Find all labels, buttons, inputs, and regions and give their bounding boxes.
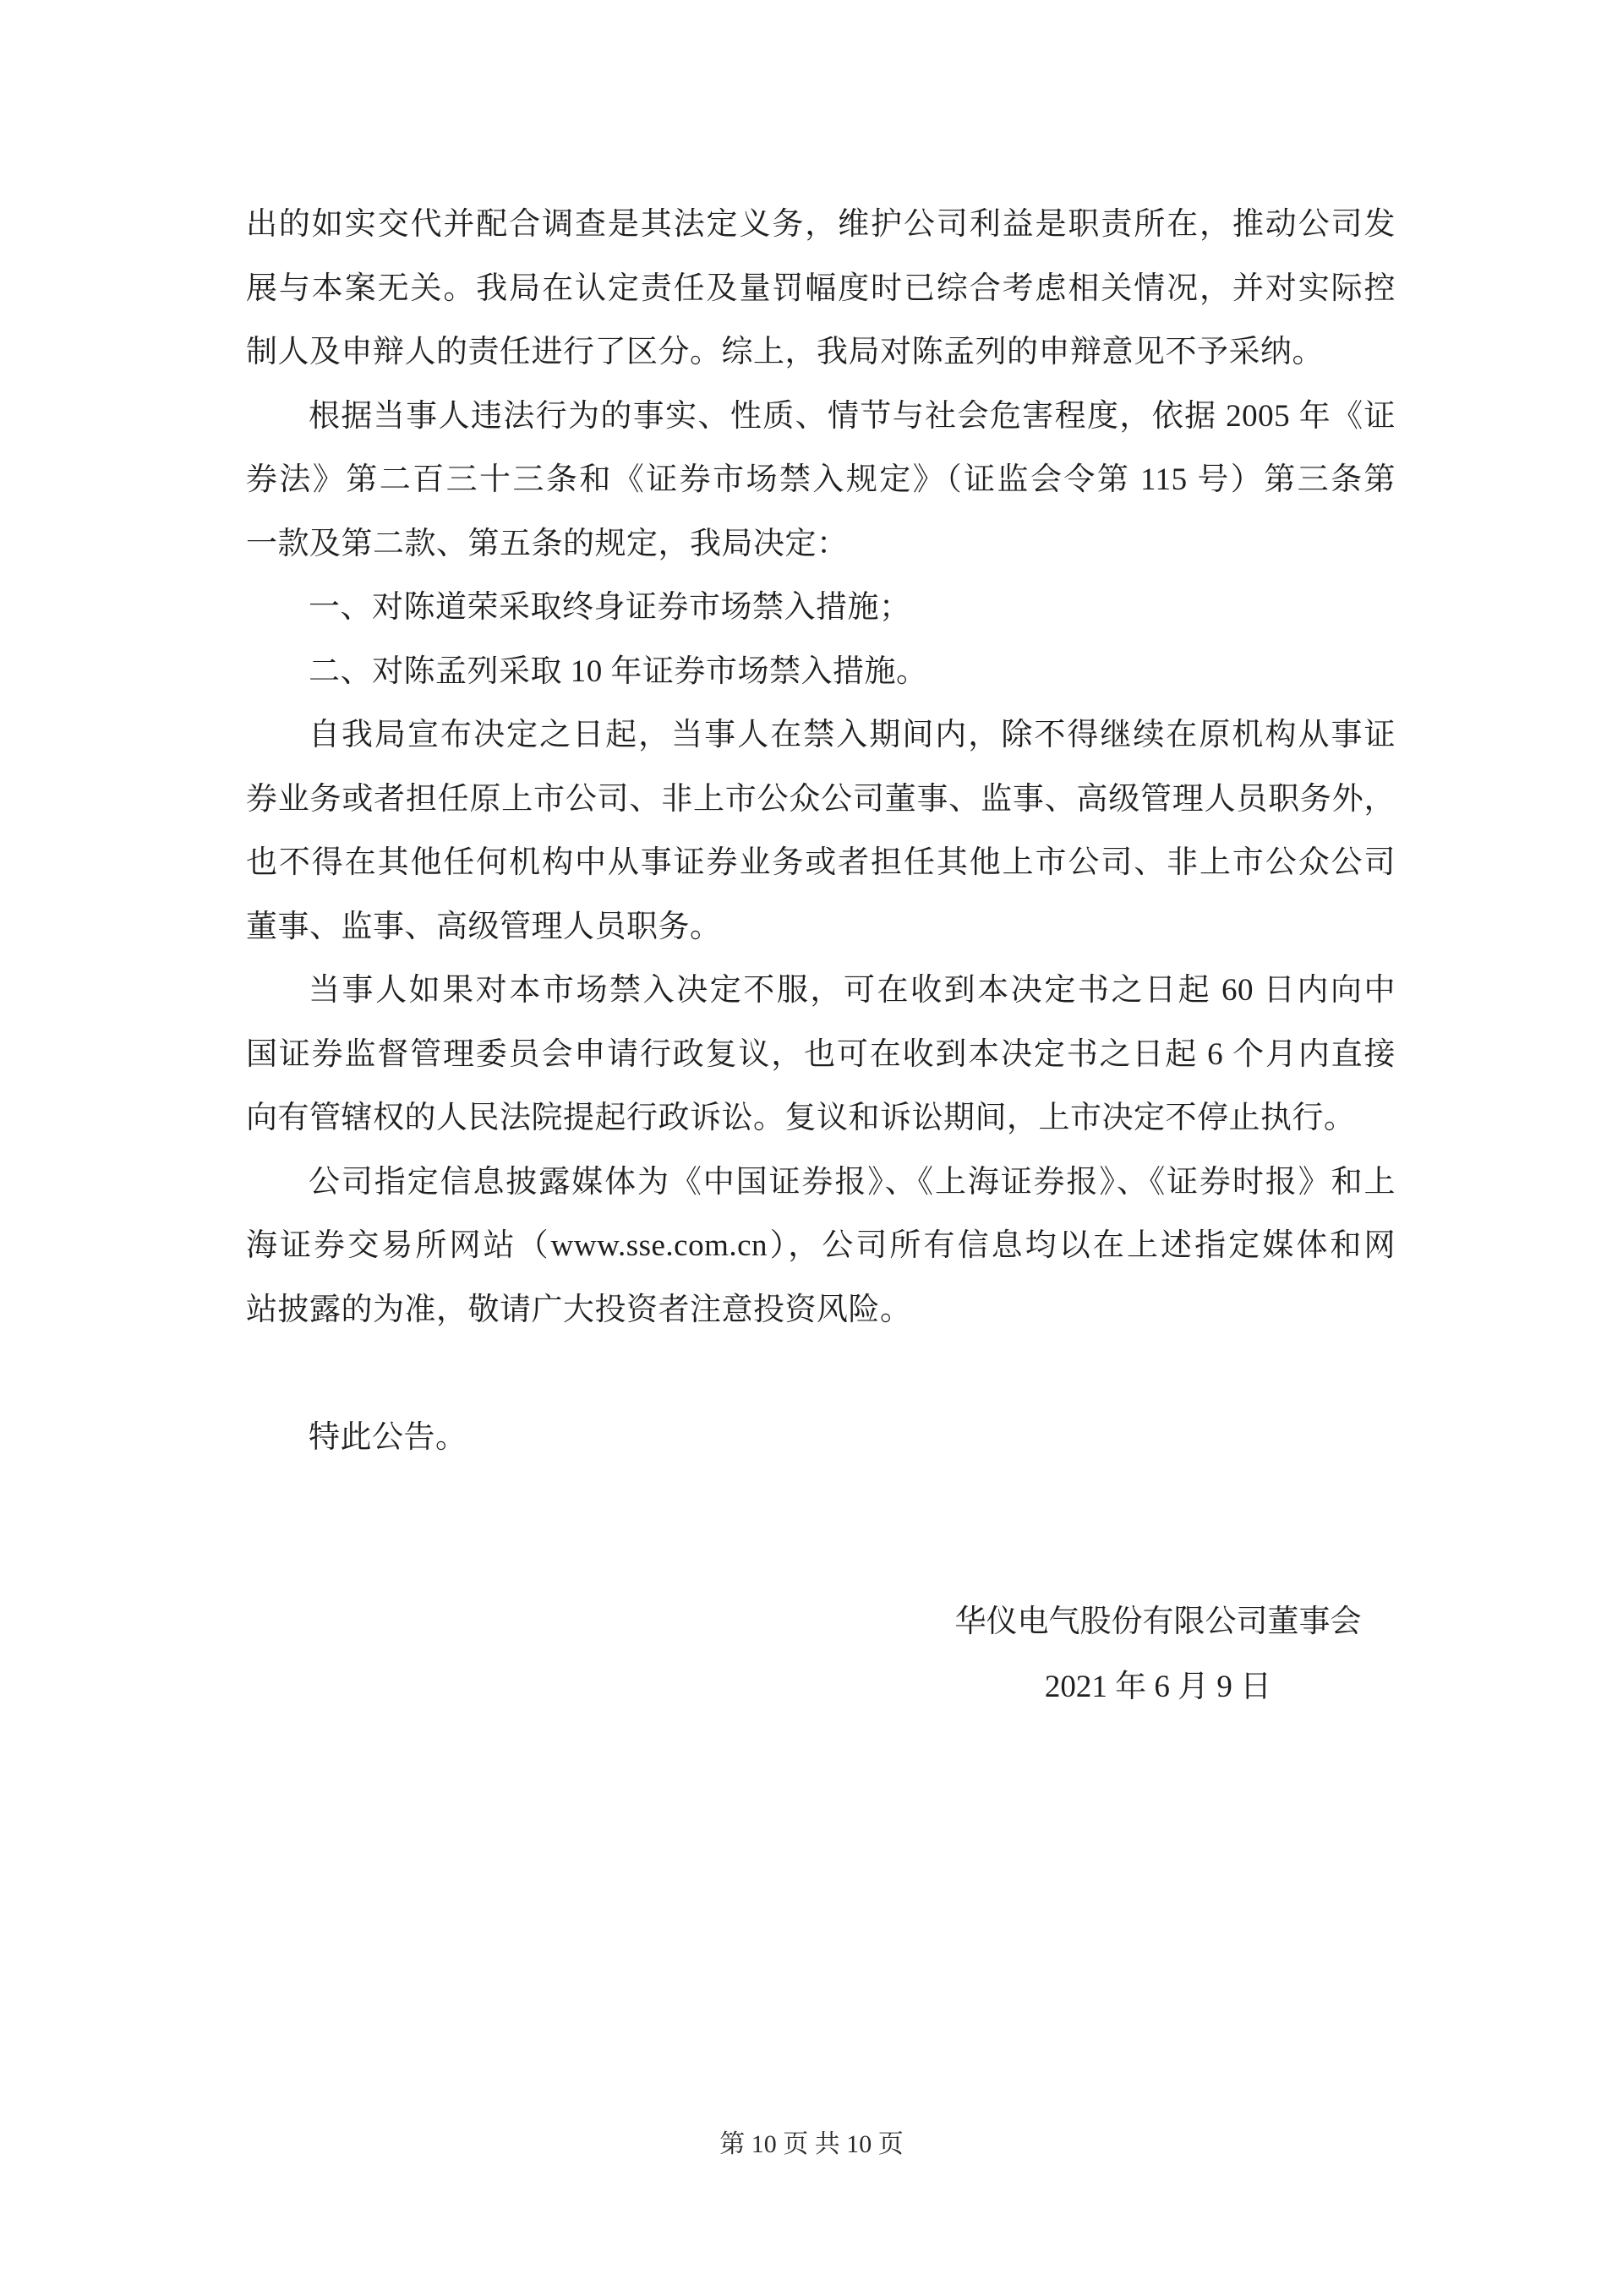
document-line: 海证券交易所网站（www.sse.com.cn），公司所有信息均以在上述指定媒体和网 — [246, 1228, 1396, 1263]
document-line: 董事、监事、高级管理人员职务。 — [246, 909, 722, 944]
document-line: 国证券监督管理委员会申请行政复议，也可在收到本决定书之日起 6 个月内直接 — [246, 1036, 1396, 1072]
document-line: 一、对陈道荣采取终身证券市场禁入措施； — [309, 590, 911, 625]
document-line: 二、对陈孟列采取 10 年证券市场禁入措施。 — [309, 653, 928, 689]
document-line: 自我局宣布决定之日起，当事人在禁入期间内，除不得继续在原机构从事证 — [309, 718, 1396, 752]
document-line: 券法》第二百三十三条和《证券市场禁入规定》（证监会令第 115 号）第三条第 — [246, 462, 1396, 497]
page-footer: 第 10 页 共 10 页 — [719, 2130, 904, 2158]
closing-line: 特此公告。 — [309, 1419, 467, 1455]
signature-date: 2021 年 6 月 9 日 — [1044, 1670, 1272, 1704]
document-body — [246, 193, 1396, 1469]
document-line: 展与本案无关。我局在认定责任及量罚幅度时已综合考虑相关情况，并对实际控 — [246, 271, 1396, 306]
signature-company: 华仪电气股份有限公司董事会 — [954, 1604, 1362, 1639]
document-line: 公司指定信息披露媒体为《中国证券报》、《上海证券报》、《证券时报》和上 — [309, 1164, 1396, 1200]
document-line: 站披露的为准，敬请广大投资者注意投资风险。 — [246, 1292, 912, 1327]
document-line: 券业务或者担任原上市公司、非上市公众公司董事、监事、高级管理人员职务外， — [246, 781, 1396, 817]
document-line: 制人及申辩人的责任进行了区分。综上，我局对陈孟列的申辩意见不予采纳。 — [246, 335, 1324, 369]
document-line: 根据当事人违法行为的事实、性质、情节与社会危害程度，依据 2005 年《证 — [309, 398, 1396, 434]
blank-line — [246, 1342, 1396, 1406]
document-line: 一款及第二款、第五条的规定，我局决定： — [246, 526, 849, 561]
signature-block — [947, 1589, 1369, 1719]
document-line: 也不得在其他任何机构中从事证券业务或者担任其他上市公司、非上市公众公司 — [246, 845, 1396, 880]
document-line: 向有管辖权的人民法院提起行政诉讼。复议和诉讼期间，上市决定不停止执行。 — [246, 1101, 1356, 1135]
document-line: 出的如实交代并配合调查是其法定义务，维护公司利益是职责所在，推动公司发 — [246, 207, 1396, 242]
document-line: 当事人如果对本市场禁入决定不服，可在收到本决定书之日起 60 日内向中 — [309, 973, 1396, 1008]
